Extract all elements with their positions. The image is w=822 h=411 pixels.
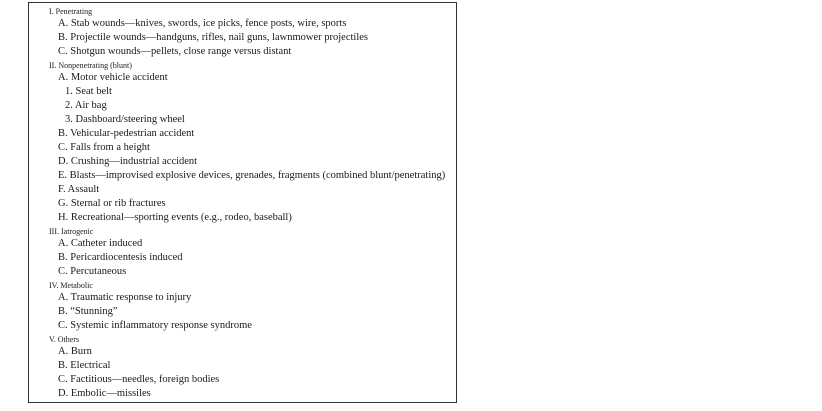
list-subitem: 1. Seat belt xyxy=(65,86,112,97)
list-item: A. Burn xyxy=(58,346,92,357)
list-item: C. Percutaneous xyxy=(58,266,127,277)
section-heading-others: V. Others xyxy=(49,335,80,344)
section-heading-penetrating: I. Penetrating xyxy=(49,7,93,16)
list-item: A. Stab wounds—knives, swords, ice picks, fence posts, wire, sports xyxy=(58,18,347,29)
list-item: B. Pericardiocentesis induced xyxy=(58,252,183,263)
list-item: D. Crushing—industrial accident xyxy=(58,156,198,167)
list-item: A. Motor vehicle accident xyxy=(58,72,168,83)
list-subitem: 2. Air bag xyxy=(65,100,107,111)
section-heading-iatrogenic: III. Iatrogenic xyxy=(49,227,94,236)
list-item: A. Catheter induced xyxy=(58,238,143,249)
section-heading-metabolic: IV. Metabolic xyxy=(49,281,93,290)
list-item: C. Falls from a height xyxy=(58,142,150,153)
list-item: G. Sternal or rib fractures xyxy=(58,198,166,209)
list-item: B. “Stunning” xyxy=(58,306,118,317)
list-item: E. Blasts—improvised explosive devices, grenades, fragments (combined blunt/penetrating) xyxy=(58,170,446,181)
list-item: B. Projectile wounds—handguns, rifles, nail guns, lawnmower projectiles xyxy=(58,32,368,43)
list-item: C. Shotgun wounds—pellets, close range versus distant xyxy=(58,46,292,57)
list-item: B. Vehicular-pedestrian accident xyxy=(58,128,195,139)
list-item: F. Assault xyxy=(58,184,100,195)
list-item: C. Factitious—needles, foreign bodies xyxy=(58,374,220,385)
section-heading-nonpenetrating: II. Nonpenetrating (blunt) xyxy=(49,61,132,70)
classification-table-frame xyxy=(28,2,457,403)
list-item: C. Systemic inflammatory response syndrome xyxy=(58,320,252,331)
list-item: A. Traumatic response to injury xyxy=(58,292,192,303)
list-item: B. Electrical xyxy=(58,360,111,371)
list-item: H. Recreational—sporting events (e.g., rodeo, baseball) xyxy=(58,212,292,223)
list-item: D. Embolic—missiles xyxy=(58,388,151,399)
list-subitem: 3. Dashboard/steering wheel xyxy=(65,114,185,125)
